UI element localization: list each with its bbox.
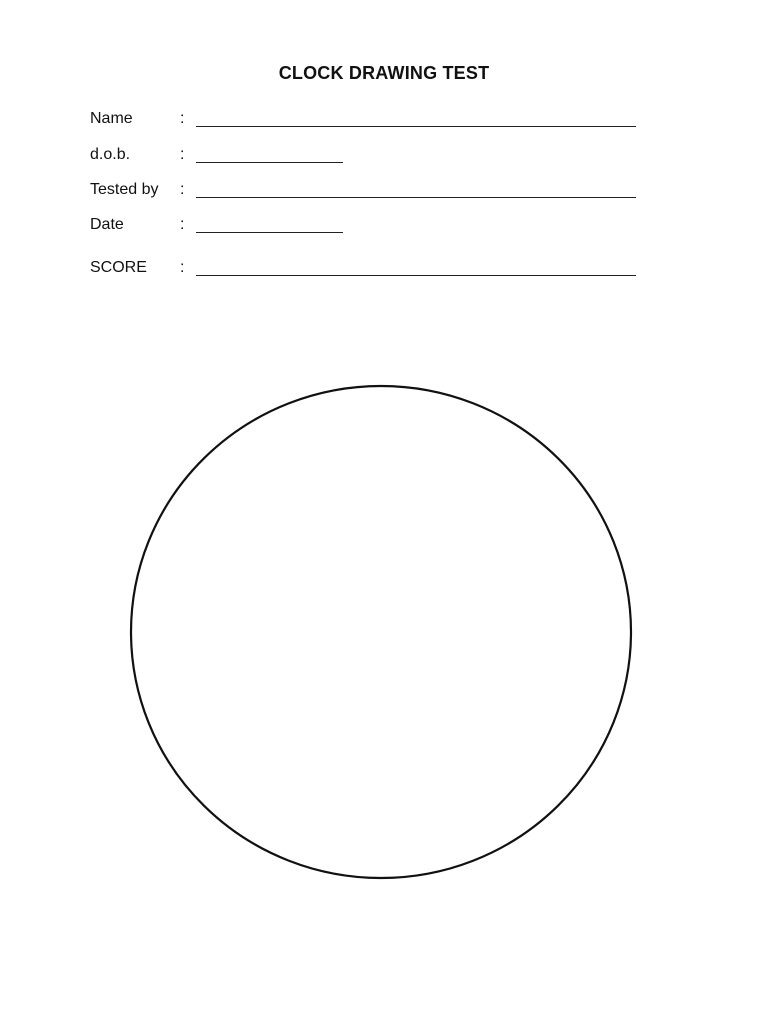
date-separator: : — [180, 216, 185, 233]
clock-drawing-area[interactable] — [120, 376, 642, 890]
tested-by-blank-line[interactable] — [196, 197, 636, 198]
name-separator: : — [180, 110, 185, 127]
page-title: CLOCK DRAWING TEST — [278, 63, 490, 83]
dob-separator: : — [180, 146, 185, 163]
dob-label: d.o.b. — [90, 146, 131, 163]
dob-blank-line[interactable] — [196, 162, 343, 163]
date-label: Date — [90, 216, 124, 233]
clock-face-circle-drawing — [120, 376, 642, 890]
score-blank-line[interactable] — [196, 275, 636, 276]
date-blank-line[interactable] — [196, 232, 343, 233]
name-blank-line[interactable] — [196, 126, 636, 127]
score-label: SCORE — [90, 259, 147, 276]
score-separator: : — [180, 259, 185, 276]
name-label: Name — [90, 110, 133, 127]
tested-by-label: Tested by — [90, 181, 159, 198]
clock-face-circle — [131, 386, 631, 878]
tested-by-separator: : — [180, 181, 185, 198]
